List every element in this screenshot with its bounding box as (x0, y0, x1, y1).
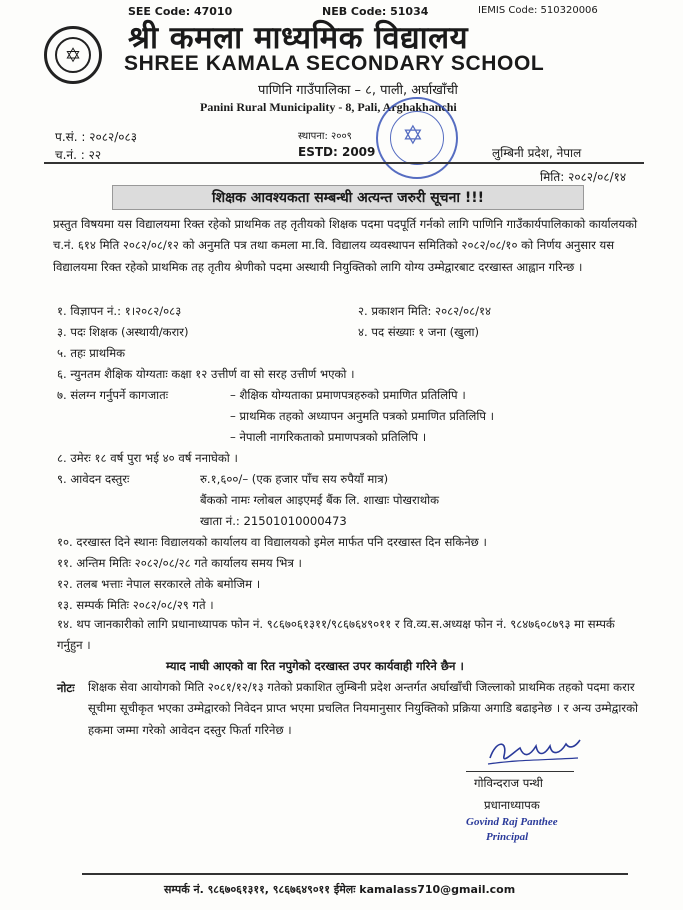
notice-intro: प्रस्तुत विषयमा यस विद्यालयमा रिक्त रहेको प्राथमिक तह तृतीयको शिक्षक पदमा पदपूर्ति गर्नको लागि पाणिनि गाउँकार्यपालिकाको कार्यालयको च.नं. ६१४ मिति २०८२/०८/१२ को अनुमति पत्र तथा कमला मा.वि. विद्यालय व्यवस्थापन समितिको २०८२/०८/१० को निर्णय अनुसार यस विद्यालयमा रिक्त रहेको प्राथमिक तह तृतीय श्रेणीको पदमा अस्थायी नियुक्तिको लागि योग्य उम्मेद्वारबाट दरखास्त आह्वान गरिन्छ । (53, 217, 638, 274)
item-deadline: ११. अन्तिम मितिः २०८२/०८/२८ गते कार्यालय समय भित्र । (57, 556, 302, 570)
principal-title-english: Principal (486, 831, 529, 843)
document-item: – शैक्षिक योग्यताका प्रमाणपत्रहरुको प्रमाणित प्रतिलिपि । (230, 388, 466, 402)
signature-line (466, 771, 574, 772)
item-fee-label: ९. आवेदन दस्तुरः (57, 472, 130, 486)
item-more-info: १४. थप जानकारीको लागि प्रधानाध्यापक फोन नं. ९८६७०६१३११/९८६७६४९०११ र वि.व्य.स.अध्यक्ष फोन नं. ९८४७६०८७९३ मा सम्पर्क गर्नुहुन । (57, 617, 615, 653)
item-contact-date: १३. सम्पर्क मितिः २०८२/०८/२९ गते । (57, 598, 214, 612)
item-post: ३. पदः शिक्षक (अस्थायी/करार) (57, 325, 189, 339)
document-item: – प्राथमिक तहको अध्यापन अनुमति पत्रको प्रमाणित प्रतिलिपि । (230, 409, 495, 423)
footer-contact: सम्पर्क नं. ९८६७०६१३११, ९८६७६४९०११ ईमेलः kamalass710@gmail.com (164, 883, 516, 896)
notice-date: मिति: २०८२/०८/१४ (540, 170, 627, 184)
sthapana: स्थापना: २००९ (298, 131, 352, 142)
school-stamp-icon: ✡ (376, 97, 458, 179)
note-text: शिक्षक सेवा आयोगको मिति २०८१/१२/१३ गतेको प्रकाशित लुम्बिनी प्रदेश अन्तर्गत अर्घाखाँची जिल्लाको प्राथमिक तहको पदमा करार सूचीमा सूचीकृत भएका उम्मेद्वारको निवेदन प्राप्त भएमा प्रचलित नियमानुसार नियुक्तिको प्रक्रिया अगाडि बढाइनेछ । र अन्य उम्मेद्वारको हकमा जम्मा गरेको आवेदन दस्तुर फिर्ता गरिनेछ । (88, 680, 638, 737)
document-item: – नेपाली नागरिकताको प्रमाणपत्रको प्रतिलिपि । (230, 430, 427, 444)
school-name-english: SHREE KAMALA SECONDARY SCHOOL (124, 52, 545, 75)
principal-title-nepali: प्रधानाध्यापक (484, 798, 540, 812)
see-code: SEE Code: 47010 (128, 5, 233, 18)
item-post-count: ४. पद संख्याः १ जना (खुला) (358, 325, 480, 339)
municipality-english: Panini Rural Municipality - 8, Pali, Arghakhanchi (200, 100, 457, 114)
province: लुम्बिनी प्रदेश, नेपाल (492, 146, 582, 160)
warning-text: म्याद नाघी आएको वा रित नपुगेको दरखास्त उपर कार्यवाही गरिने छैन । (166, 659, 464, 673)
header-divider (44, 162, 644, 164)
bank-name: बैंकको नामः ग्लोबल आइएमई बैंक लि. शाखाः पोखराथोक (200, 493, 440, 507)
handwritten-signature-icon (484, 734, 584, 768)
principal-name-nepali: गोविन्दराज पन्थी (474, 776, 543, 790)
fee-amount: रु.१,६००/– (एक हजार पाँच सय रुपैयाँ मात्र) (200, 472, 389, 486)
item-qualification: ६. न्युनतम शैक्षिक योग्यताः कक्षा १२ उत्तीर्ण वा सो सरह उत्तीर्ण भएको । (57, 367, 355, 381)
patra-sankhya: प.सं. : २०८२/०८३ (55, 130, 137, 144)
notice-title: शिक्षक आवश्यकता सम्बन्धी अत्यन्त जरुरी सूचना !!! (112, 185, 584, 210)
account-number: खाता नं.: 21501010000473 (200, 514, 347, 528)
municipality-nepali: पाणिनि गाउँपालिका – ८, पाली, अर्घाखाँची (258, 83, 458, 98)
item-level: ५. तहः प्राथमिक (57, 346, 126, 360)
item-submission-place: १०. दरखास्त दिने स्थानः विद्यालयको कार्यालय वा विद्यालयको इमेल मार्फत पनि दरखास्त दिन सकिनेछ । (57, 535, 487, 549)
iemis-code: IEMIS Code: 510320006 (478, 5, 598, 16)
footer-divider (82, 873, 628, 875)
item-publish-date: २. प्रकाशन मिति: २०८२/०८/१४ (358, 304, 492, 318)
chalani-number: च.नं. : २२ (55, 148, 102, 162)
neb-code: NEB Code: 51034 (322, 5, 429, 18)
school-name-nepali: श्री कमला माध्यमिक विद्यालय (128, 20, 469, 56)
item-age: ८. उमेरः १८ वर्ष पुरा भई ४० वर्ष ननाघेको । (57, 451, 238, 465)
note-label: नोटः (57, 681, 75, 695)
school-logo-icon: ✡ (44, 26, 102, 84)
item-advert-number: १. विज्ञापन नं.: १।२०८२/०८३ (57, 304, 182, 318)
estd: ESTD: 2009 (298, 145, 376, 159)
principal-name-english: Govind Raj Panthee (466, 816, 558, 828)
item-documents-label: ७. संलग्न गर्नुपर्ने कागजातः (57, 388, 169, 402)
item-salary: १२. तलब भत्ताः नेपाल सरकारले तोके बमोजिम । (57, 577, 261, 591)
